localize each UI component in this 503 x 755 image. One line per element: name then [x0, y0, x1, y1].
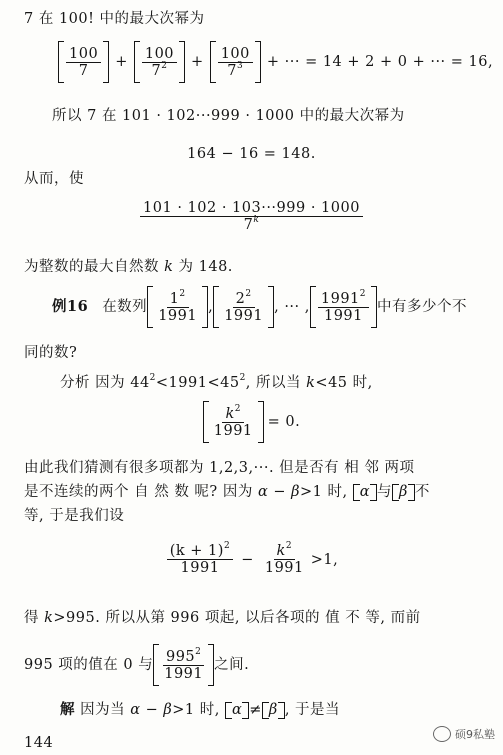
- line-11: 得 k>995. 所以从第 996 项起, 以后各项的 值 不 等, 而前: [24, 610, 421, 626]
- equation-2: 164 − 16 = 148.: [187, 146, 316, 162]
- line-9: 是不连续的两个 自 然 数 呢? 因为 α − β>1 时, α 与 β 不: [24, 484, 430, 500]
- line-12: 995 项的值在 0 与 $995^2$ 1991 之间.: [24, 643, 249, 687]
- watermark: 硕9私塾: [433, 726, 495, 742]
- equation-4: $k^2$ 1991 = 0.: [0, 400, 503, 444]
- line-8: 由此我们猜测有很多项都为 1,2,3,···. 但是否有 相 邻 两项: [24, 460, 415, 476]
- equation-3: $\frac{101 \cdot 102 \cdot 103\cdot\cdot\cdot 999 \cdot 1000}{7^k}$: [0, 200, 503, 233]
- line-1: 7 在 100! 中的最大次幂为: [24, 11, 205, 27]
- line-6: 同的数?: [24, 345, 78, 361]
- wechat-icon: [433, 726, 451, 742]
- example-16: 例16 在数列 $1^2$ 1991 , $2^2$ 1991 , ··· , 1991$^2$ 1991 中有多少个不: [52, 285, 467, 329]
- page-number: 144: [24, 735, 54, 751]
- line-2: 所以 7 在 101 · 102···999 · 1000 中的最大次幂为: [52, 108, 405, 124]
- floor-term-1: 100 7: [58, 41, 109, 83]
- line-7: 分析 因为 $44^2<1991<45^2$, 所以当 k<45 时,: [60, 373, 373, 391]
- sequence-term-2: $2^2$ 1991: [213, 286, 274, 328]
- sequence-term-1: $1^2$ 1991: [147, 286, 208, 328]
- line-13: 解 因为当 α − β>1 时, α ≠ β , 于是当: [60, 701, 341, 718]
- example-label: 例16: [52, 298, 89, 315]
- floor-term-2: 100 $7^2$: [134, 41, 185, 83]
- floor-term-3: 100 $7^3$: [210, 41, 261, 83]
- line-10: 等, 于是我们设: [24, 508, 125, 524]
- solution-label: 解: [60, 701, 75, 718]
- line-3: 从而，使: [24, 171, 84, 187]
- line-4: 为整数的最大自然数 k 为 148.: [24, 259, 233, 275]
- sequence-term-3: 1991$^2$ 1991: [310, 286, 377, 328]
- equation-5: $(k + 1)^2$ 1991 − $\frac{k^2}{1991}$ >1,: [0, 543, 503, 576]
- equation-1: 100 7 + 100 $7^2$ + 100 $7^3$ + ··· = 14 + 2 + 0 + ··· = 16,: [58, 40, 493, 84]
